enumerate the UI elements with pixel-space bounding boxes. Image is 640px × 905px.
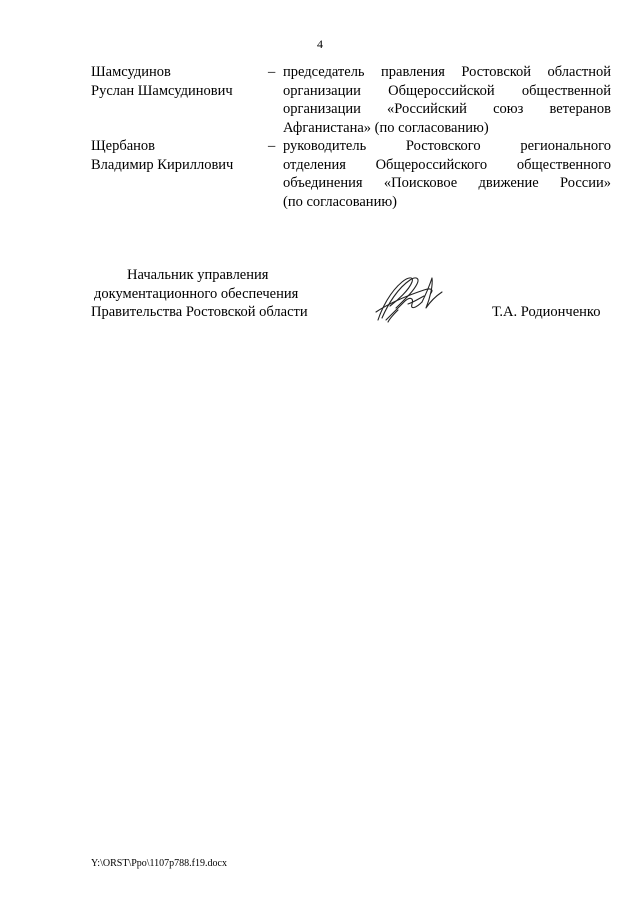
member-given-names: Владимир Кириллович (91, 156, 234, 173)
footer-file-path: Y:\ORST\Ppo\1107p788.f19.docx (91, 858, 227, 869)
member-description-line: Афганистана» (по согласованию) (283, 119, 489, 136)
member-description-line: (по согласованию) (283, 193, 397, 210)
signer-position-line: Начальник управления (127, 267, 269, 283)
member-description-line: отделения Общероссийского общественного (283, 156, 611, 173)
signer-position-line: Правительства Ростовской области (91, 304, 308, 320)
member-description-line: организации Общероссийской общественной (283, 82, 611, 99)
signer-position (84, 266, 324, 322)
handwritten-signature (368, 268, 458, 328)
member-description-line: организации «Российский союз ветеранов (283, 101, 611, 117)
member-description-line: руководитель Ростовского регионального (283, 138, 611, 154)
member-description (283, 63, 611, 137)
member-name (91, 63, 266, 100)
member-description (283, 137, 611, 211)
member-name (91, 137, 266, 174)
member-description-line: председатель правления Ростовской областной (283, 64, 611, 80)
member-surname: Шамсудинов (91, 64, 171, 80)
member-dash: – (268, 138, 276, 154)
member-dash: – (268, 64, 276, 80)
member-surname: Щербанов (91, 138, 155, 154)
signer-name: Т.А. Родионченко (492, 304, 601, 320)
page-number: 4 (317, 37, 323, 51)
member-given-names: Руслан Шамсудинович (91, 82, 233, 99)
signer-position-line: документационного обеспечения (94, 285, 299, 302)
member-description-line: объединения «Поисковое движение России» (283, 175, 611, 191)
